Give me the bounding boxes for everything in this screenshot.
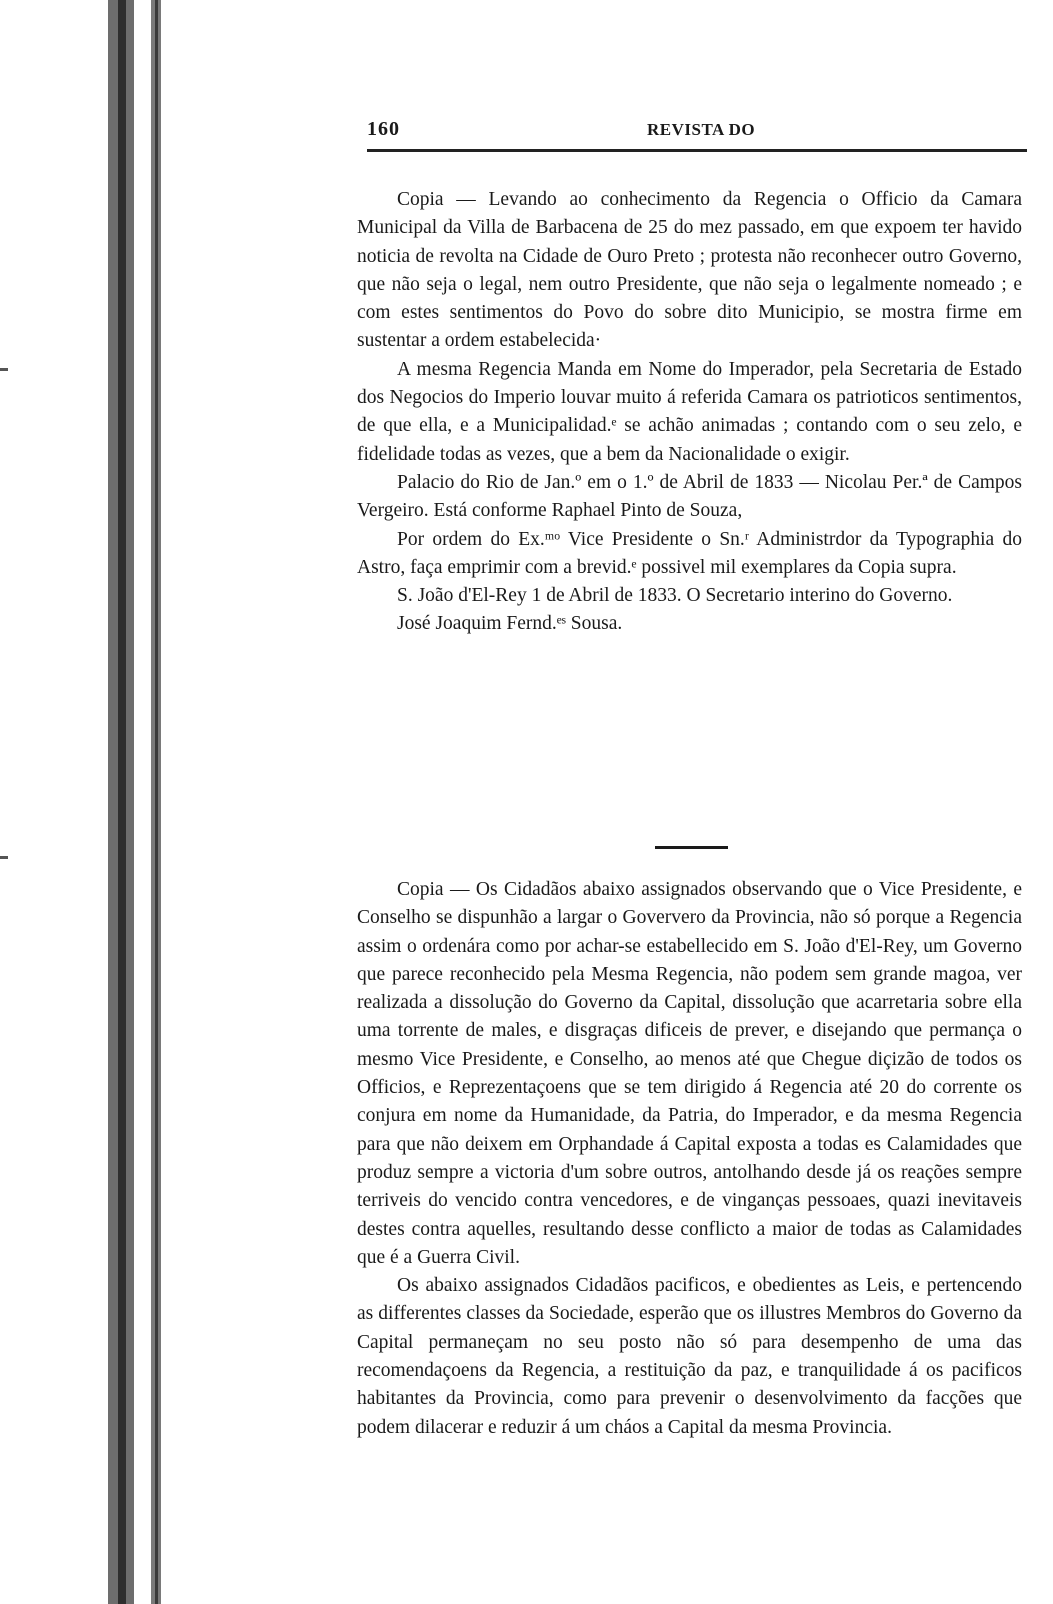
page-number: 160 <box>367 118 400 140</box>
document-1 <box>357 186 1022 639</box>
paragraph: Copia — Os Cidadãos abaixo assignados observando que o Vice Presidente, e Conselho se dispunhão a largar o Goververo da Provincia, não só porque a Regencia assim o ordenára como por achar-se estabellecido em S. João d'El-Rey, um Governo que parece reconhecido pela Mesma Regencia, não podem sem grande magoa, ver realizada a dissolução do Governo da Capital, dissolução que acarretaria sobre ella uma torrente de males, e disgraças dificeis de prever, e disejando que permança o mesmo Vice Presidente, e Conselho, ao menos até que Chegue diçizão de todos os Officios, e Reprezentaçoens que se tem dirigido á Regencia até 20 do corrente os conjura em nome da Humanidade, da Patria, do Imperador, e da mesma Regencia para que não deixem em Orphandade á Capital exposta a todas es Calamidades que produz sempre a victoria d'um sobre outros, antolhando desde já os reações sempre terriveis do vencido contra vencedores, e de vinganças pessoaes, quazi inevitaveis destes contra aquelles, resultando desse conflicto a maior de todas as Calamidades que é a Guerra Civil. <box>357 879 1022 1268</box>
binding-gutter-edge <box>118 0 126 1604</box>
document-2 <box>357 876 1022 1442</box>
running-head: REVISTA DO <box>647 120 756 139</box>
edge-mark <box>0 856 8 859</box>
paragraph: A mesma Regencia Manda em Nome do Imperador, pela Secretaria de Estado dos Negocios do Imperio louvar muito á referida Camara os patrioticos sentimentos, de que ella, e a Municipalidad.ᵉ se achão animadas ; contando com o seu zelo, e fidelidade todas as vezes, que a bem da Nacionalidade o exigir. <box>357 358 1022 465</box>
section-divider <box>655 846 728 849</box>
paragraph: S. João d'El-Rey 1 de Abril de 1833. O Secretario interino do Governo. <box>397 585 953 607</box>
paragraph: Palacio do Rio de Jan.º em o 1.º de Abril de 1833 — Nicolau Per.ª de Campos Vergeiro. Está conforme Raphael Pinto de Souza, <box>357 471 1022 522</box>
paragraph: Copia — Levando ao conhecimento da Regencia o Officio da Camara Municipal da Villa de Barbacena de 25 do mez passado, em que expoem ter havido noticia de revolta na Cidade de Ouro Preto ; protesta não reconhecer outro Governo, que não seja o legal, nem outro Presidente, que não seja o legalmente nomeado ; e com estes sentimentos do Povo do sobre dito Municipio, se mostra firme em sustentar a ordem estabelecida· <box>357 189 1022 352</box>
edge-mark <box>0 368 8 371</box>
signature: José Joaquim Fernd.ᵉˢ Sousa. <box>397 613 623 635</box>
binding-gutter-line <box>155 0 158 1604</box>
header-rule <box>367 149 1027 152</box>
page-header <box>367 118 1027 144</box>
paragraph: Por ordem do Ex.ᵐᵒ Vice Presidente o Sn.ʳ Administrdor da Typographia do Astro, faça emprimir com a brevid.ᵉ possivel mil exemplares da Copia supra. <box>357 528 1022 578</box>
paragraph: Os abaixo assignados Cidadãos pacificos, e obedientes as Leis, e pertencendo as differentes classes da Sociedade, esperão que os illustres Membros do Governo da Capital permaneçam no seu posto não só para desempenho de uma das recomendaçoens da Regencia, a restituição da paz, e tranquilidade á os pacificos habitantes da Provincia, como para prevenir o desenvolvimento da facções que podem dilacerar e reduzir á um cháos a Capital da mesma Provincia. <box>357 1275 1022 1438</box>
